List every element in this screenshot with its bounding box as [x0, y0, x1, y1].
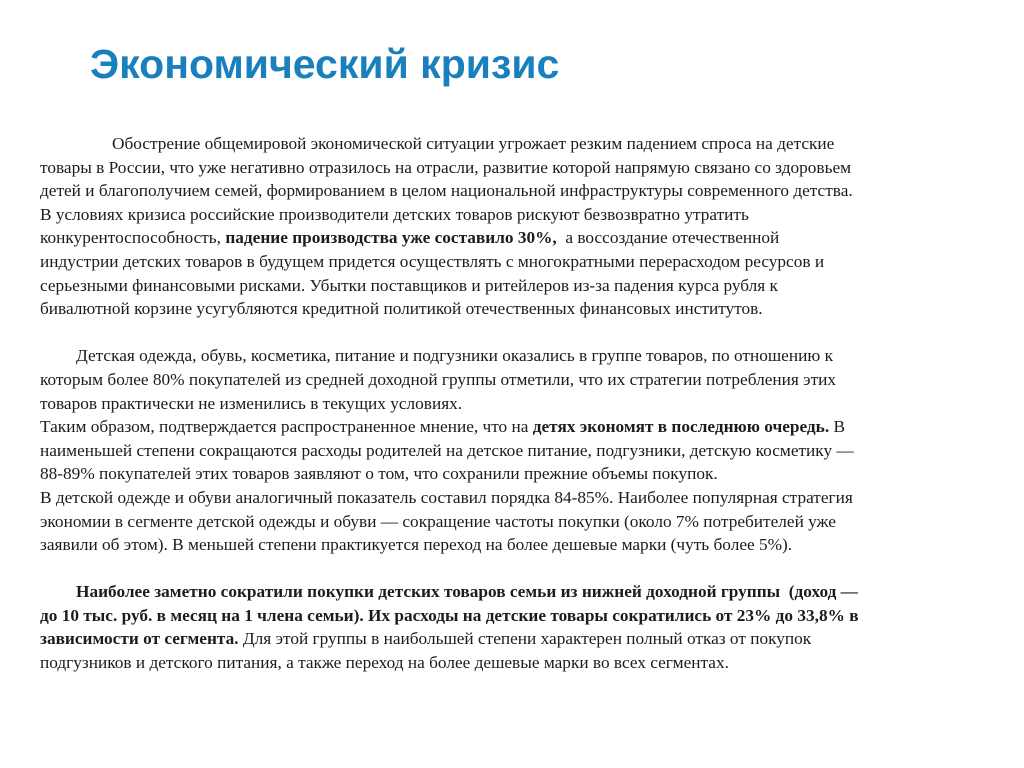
paragraph-gap [40, 557, 988, 581]
text-line: В детской одежде и обуви аналогичный показатель составил порядка 84-85%. Наиболее популярная стратегия [40, 487, 853, 507]
text-line [40, 226, 988, 250]
text-run: а воссоздание отечественной [556, 228, 780, 248]
text-run: конкурентоспособность, [40, 228, 226, 248]
text-line: заявили об этом). В меньшей степени практикуется переход на более дешевые марки (чуть более 5%). [40, 535, 793, 555]
emphasis-production-drop: падение производства уже составило 30%, [225, 228, 557, 248]
emphasis-children-last: детях экономят в последнюю очередь. [532, 417, 830, 437]
text-line: товары в России, что уже негативно отразилось на отрасли, развитие которой напрямую связано со здоровьем [40, 157, 852, 177]
text-line: до 10 тыс. руб. в месяц на 1 члена семьи). Их расходы на детские товары сократились от 23% до 33,8% в [40, 605, 859, 625]
text-line: наименьшей степени сокращаются расходы родителей на детское питание, подгузники, детскую косметику — [40, 440, 854, 460]
paragraph-crisis-overview [40, 132, 988, 321]
text-line: Обострение общемировой экономической ситуации угрожает резким падением спроса на детские [112, 134, 835, 153]
emphasis-segment: зависимости от сегмента. [40, 629, 239, 649]
text-line: 88-89% покупателей этих товаров заявляют о том, что сохранили прежние объемы покупок. [40, 464, 718, 484]
text-line [40, 627, 988, 651]
text-line: детей и благополучием семей, формированием в целом национальной инфраструктуры современного детства. [40, 181, 853, 201]
paragraph-low-income [40, 580, 988, 674]
text-run: В [829, 417, 845, 437]
paragraph-consumer-behavior [40, 344, 988, 556]
text-run: Таким образом, подтверждается распространенное мнение, что на [40, 417, 533, 437]
text-line: экономии в сегменте детской одежды и обуви — сокращение частоты покупки (около 7% потребителей уже [40, 511, 836, 531]
paragraph-gap [40, 321, 988, 345]
slide-body [40, 132, 988, 675]
text-line: В условиях кризиса российские производители детских товаров рискуют безвозвратно утратить [40, 204, 749, 224]
text-line: товаров практически не изменились в текущих условиях. [40, 393, 463, 413]
text-line [40, 415, 988, 439]
text-line: Наиболее заметно сократили покупки детских товаров семьи из нижней доходной группы (доход — [76, 582, 858, 602]
text-run: Для этой группы в наибольшей степени характерен полный отказ от покупок [238, 629, 812, 649]
slide-title: Экономический кризис [90, 41, 560, 87]
text-line: бивалютной корзине усугубляются кредитной политикой отечественных финансовых институтов. [40, 299, 763, 319]
text-line: которым более 80% покупателей из средней доходной группы отметили, что их стратегии потребления этих [40, 369, 837, 389]
text-line: Детская одежда, обувь, косметика, питание и подгузники оказались в группе товаров, по отношению к [76, 346, 833, 366]
text-line: подгузников и детского питания, а также переход на более дешевые марки во всех сегментах. [40, 653, 729, 673]
text-line: серьезными финансовыми рисками. Убытки поставщиков и ритейлеров из-за падения курса рубля к [40, 275, 778, 295]
text-line: индустрии детских товаров в будущем придется осуществлять с многократными перерасходом ресурсов и [40, 251, 825, 271]
